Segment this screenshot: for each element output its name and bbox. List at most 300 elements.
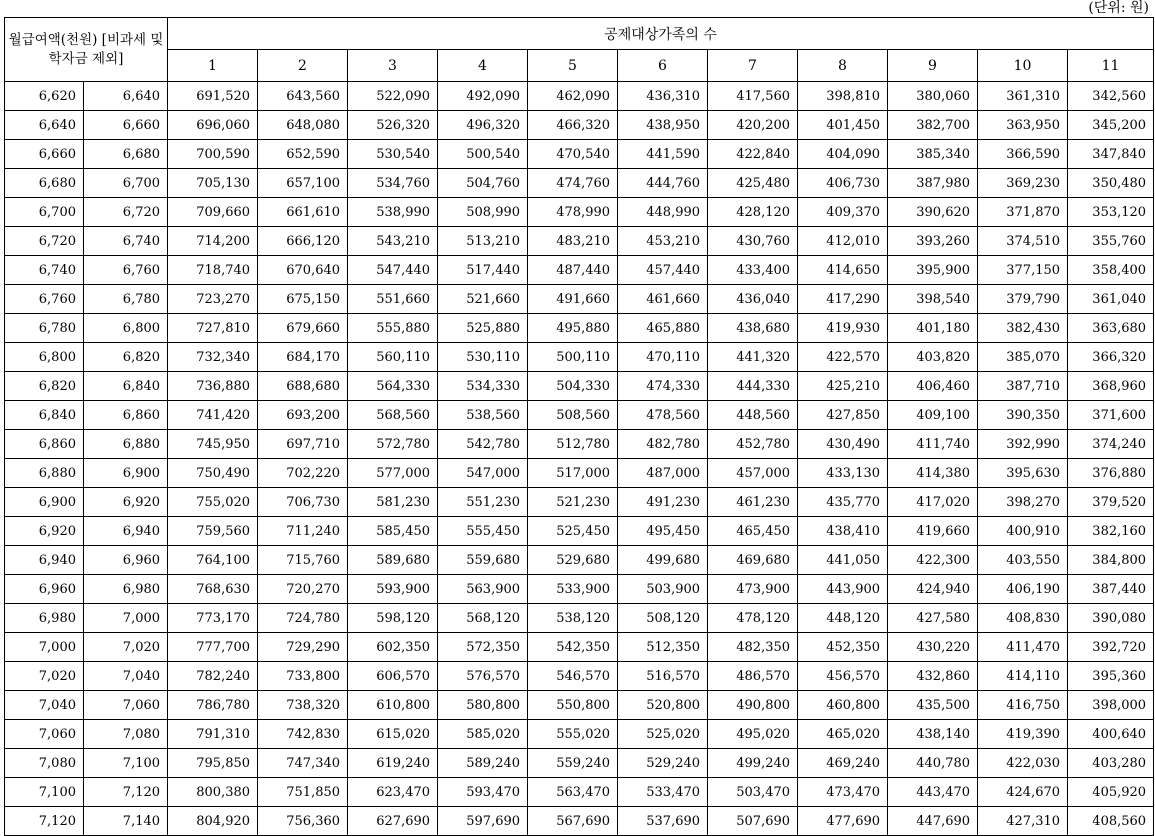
family-count-5: 5	[528, 50, 618, 82]
tax-value-cell: 804,920	[168, 807, 258, 836]
tax-value-cell: 409,370	[798, 198, 888, 227]
tax-value-cell: 466,320	[528, 111, 618, 140]
tax-value-cell: 499,680	[618, 546, 708, 575]
tax-value-cell: 675,150	[258, 285, 348, 314]
tax-value-cell: 390,080	[1068, 604, 1154, 633]
salary-to-cell: 7,140	[84, 807, 168, 836]
tax-value-cell: 598,120	[348, 604, 438, 633]
tax-value-cell: 452,780	[708, 430, 798, 459]
tax-value-cell: 755,020	[168, 488, 258, 517]
salary-to-cell: 6,860	[84, 401, 168, 430]
tax-value-cell: 563,900	[438, 575, 528, 604]
tax-value-cell: 390,620	[888, 198, 978, 227]
tax-value-cell: 420,200	[708, 111, 798, 140]
tax-value-cell: 576,570	[438, 662, 528, 691]
tax-value-cell: 430,220	[888, 633, 978, 662]
tax-value-cell: 438,140	[888, 720, 978, 749]
tax-value-cell: 764,100	[168, 546, 258, 575]
tax-value-cell: 392,720	[1068, 633, 1154, 662]
tax-value-cell: 473,900	[708, 575, 798, 604]
table-row	[5, 546, 1154, 575]
tax-value-cell: 448,560	[708, 401, 798, 430]
tax-value-cell: 700,590	[168, 140, 258, 169]
tax-value-cell: 387,710	[978, 372, 1068, 401]
tax-value-cell: 768,630	[168, 575, 258, 604]
salary-to-cell: 7,060	[84, 691, 168, 720]
tax-value-cell: 379,790	[978, 285, 1068, 314]
tax-value-cell: 478,560	[618, 401, 708, 430]
tax-value-cell: 345,200	[1068, 111, 1154, 140]
family-count-header: 공제대상가족의 수	[168, 18, 1154, 50]
tax-value-cell: 777,700	[168, 633, 258, 662]
salary-from-cell: 6,860	[5, 430, 84, 459]
tax-value-cell: 521,230	[528, 488, 618, 517]
family-count-3: 3	[348, 50, 438, 82]
tax-value-cell: 441,050	[798, 546, 888, 575]
tax-value-cell: 538,560	[438, 401, 528, 430]
salary-to-cell: 7,100	[84, 749, 168, 778]
tax-value-cell: 382,160	[1068, 517, 1154, 546]
tax-value-cell: 382,430	[978, 314, 1068, 343]
salary-to-cell: 6,760	[84, 256, 168, 285]
tax-value-cell: 572,780	[348, 430, 438, 459]
tax-value-cell: 416,750	[978, 691, 1068, 720]
salary-from-cell: 6,700	[5, 198, 84, 227]
tax-value-cell: 448,120	[798, 604, 888, 633]
tax-value-cell: 350,480	[1068, 169, 1154, 198]
tax-value-cell: 522,090	[348, 82, 438, 111]
salary-to-cell: 6,700	[84, 169, 168, 198]
tax-value-cell: 508,990	[438, 198, 528, 227]
tax-value-cell: 398,810	[798, 82, 888, 111]
salary-from-cell: 6,880	[5, 459, 84, 488]
tax-value-cell: 491,230	[618, 488, 708, 517]
tax-value-cell: 546,570	[528, 662, 618, 691]
salary-to-cell: 6,920	[84, 488, 168, 517]
tax-value-cell: 572,350	[438, 633, 528, 662]
salary-to-cell: 7,040	[84, 662, 168, 691]
tax-value-cell: 403,550	[978, 546, 1068, 575]
tax-value-cell: 691,520	[168, 82, 258, 111]
tax-value-cell: 380,060	[888, 82, 978, 111]
tax-value-cell: 384,800	[1068, 546, 1154, 575]
tax-value-cell: 555,020	[528, 720, 618, 749]
tax-value-cell: 750,490	[168, 459, 258, 488]
tax-value-cell: 688,680	[258, 372, 348, 401]
tax-value-cell: 441,590	[618, 140, 708, 169]
tax-value-cell: 444,330	[708, 372, 798, 401]
tax-value-cell: 398,000	[1068, 691, 1154, 720]
salary-from-cell: 7,080	[5, 749, 84, 778]
tax-value-cell: 759,560	[168, 517, 258, 546]
tax-value-cell: 478,120	[708, 604, 798, 633]
tax-value-cell: 606,570	[348, 662, 438, 691]
tax-value-cell: 520,800	[618, 691, 708, 720]
salary-from-cell: 6,660	[5, 140, 84, 169]
tax-value-cell: 521,660	[438, 285, 528, 314]
tax-value-cell: 435,500	[888, 691, 978, 720]
tax-value-cell: 745,950	[168, 430, 258, 459]
tax-value-cell: 412,010	[798, 227, 888, 256]
tax-value-cell: 593,900	[348, 575, 438, 604]
tax-value-cell: 428,120	[708, 198, 798, 227]
table-row	[5, 691, 1154, 720]
tax-value-cell: 568,560	[348, 401, 438, 430]
salary-to-cell: 6,940	[84, 517, 168, 546]
tax-value-cell: 366,590	[978, 140, 1068, 169]
tax-value-cell: 491,660	[528, 285, 618, 314]
salary-to-cell: 6,660	[84, 111, 168, 140]
tax-value-cell: 358,400	[1068, 256, 1154, 285]
tax-value-cell: 559,680	[438, 546, 528, 575]
table-row	[5, 111, 1154, 140]
tax-value-cell: 503,470	[708, 778, 798, 807]
tax-value-cell: 543,210	[348, 227, 438, 256]
tax-value-cell: 474,760	[528, 169, 618, 198]
tax-value-cell: 525,020	[618, 720, 708, 749]
table-row	[5, 227, 1154, 256]
tax-value-cell: 406,460	[888, 372, 978, 401]
tax-value-cell: 738,320	[258, 691, 348, 720]
tax-value-cell: 425,210	[798, 372, 888, 401]
family-count-4: 4	[438, 50, 528, 82]
tax-value-cell: 470,540	[528, 140, 618, 169]
salary-to-cell: 7,020	[84, 633, 168, 662]
tax-value-cell: 465,880	[618, 314, 708, 343]
tax-value-cell: 492,090	[438, 82, 528, 111]
salary-from-cell: 6,980	[5, 604, 84, 633]
tax-value-cell: 791,310	[168, 720, 258, 749]
tax-value-cell: 661,610	[258, 198, 348, 227]
tax-value-cell: 422,570	[798, 343, 888, 372]
table-row	[5, 749, 1154, 778]
salary-from-cell: 6,760	[5, 285, 84, 314]
tax-value-cell: 568,120	[438, 604, 528, 633]
tax-value-cell: 786,780	[168, 691, 258, 720]
tax-value-cell: 433,130	[798, 459, 888, 488]
salary-from-cell: 6,920	[5, 517, 84, 546]
tax-value-cell: 666,120	[258, 227, 348, 256]
tax-value-cell: 483,210	[528, 227, 618, 256]
tax-value-cell: 733,800	[258, 662, 348, 691]
tax-value-cell: 414,650	[798, 256, 888, 285]
table-row	[5, 140, 1154, 169]
tax-value-cell: 411,470	[978, 633, 1068, 662]
tax-value-cell: 395,360	[1068, 662, 1154, 691]
tax-value-cell: 709,660	[168, 198, 258, 227]
tax-value-cell: 538,120	[528, 604, 618, 633]
tax-value-cell: 371,870	[978, 198, 1068, 227]
tax-value-cell: 447,690	[888, 807, 978, 836]
tax-value-cell: 374,240	[1068, 430, 1154, 459]
salary-to-cell: 6,740	[84, 227, 168, 256]
tax-value-cell: 411,740	[888, 430, 978, 459]
tax-value-cell: 448,990	[618, 198, 708, 227]
tax-value-cell: 392,990	[978, 430, 1068, 459]
tax-value-cell: 436,310	[618, 82, 708, 111]
tax-value-cell: 408,560	[1068, 807, 1154, 836]
tax-value-cell: 577,000	[348, 459, 438, 488]
table-row	[5, 256, 1154, 285]
salary-from-cell: 7,120	[5, 807, 84, 836]
salary-to-cell: 6,900	[84, 459, 168, 488]
tax-value-cell: 443,900	[798, 575, 888, 604]
table-row	[5, 604, 1154, 633]
tax-value-cell: 555,880	[348, 314, 438, 343]
tax-value-cell: 529,240	[618, 749, 708, 778]
tax-value-cell: 371,600	[1068, 401, 1154, 430]
tax-value-cell: 417,560	[708, 82, 798, 111]
table-row	[5, 488, 1154, 517]
tax-value-cell: 508,120	[618, 604, 708, 633]
tax-value-cell: 533,470	[618, 778, 708, 807]
tax-value-cell: 405,920	[1068, 778, 1154, 807]
tax-value-cell: 353,120	[1068, 198, 1154, 227]
tax-value-cell: 643,560	[258, 82, 348, 111]
salary-range-header: 월급여액(천원) [비과세 및 학자금 제외]	[5, 18, 168, 82]
tax-value-cell: 366,320	[1068, 343, 1154, 372]
tax-value-cell: 469,680	[708, 546, 798, 575]
tax-value-cell: 512,780	[528, 430, 618, 459]
tax-value-cell: 670,640	[258, 256, 348, 285]
tax-value-cell: 474,330	[618, 372, 708, 401]
family-count-9: 9	[888, 50, 978, 82]
tax-value-cell: 508,560	[528, 401, 618, 430]
tax-value-cell: 800,380	[168, 778, 258, 807]
tax-value-cell: 500,110	[528, 343, 618, 372]
tax-value-cell: 507,690	[708, 807, 798, 836]
tax-value-cell: 487,000	[618, 459, 708, 488]
tax-value-cell: 756,360	[258, 807, 348, 836]
tax-value-cell: 390,350	[978, 401, 1068, 430]
tax-value-cell: 602,350	[348, 633, 438, 662]
tax-value-cell: 525,450	[528, 517, 618, 546]
tax-value-cell: 652,590	[258, 140, 348, 169]
table-row	[5, 459, 1154, 488]
tax-value-cell: 530,540	[348, 140, 438, 169]
tax-value-cell: 711,240	[258, 517, 348, 546]
family-count-row	[5, 50, 1154, 82]
tax-value-cell: 427,310	[978, 807, 1068, 836]
salary-from-cell: 7,060	[5, 720, 84, 749]
salary-from-cell: 7,020	[5, 662, 84, 691]
salary-to-cell: 7,080	[84, 720, 168, 749]
tax-value-cell: 401,180	[888, 314, 978, 343]
family-count-10: 10	[978, 50, 1068, 82]
tax-value-cell: 500,540	[438, 140, 528, 169]
tax-value-cell: 705,130	[168, 169, 258, 198]
tax-value-cell: 589,680	[348, 546, 438, 575]
tax-value-cell: 461,660	[618, 285, 708, 314]
tax-value-cell: 567,690	[528, 807, 618, 836]
tax-value-cell: 706,730	[258, 488, 348, 517]
table-row	[5, 778, 1154, 807]
tax-value-cell: 398,270	[978, 488, 1068, 517]
table-row	[5, 372, 1154, 401]
tax-value-cell: 347,840	[1068, 140, 1154, 169]
tax-value-cell: 723,270	[168, 285, 258, 314]
tax-value-cell: 387,980	[888, 169, 978, 198]
tax-value-cell: 564,330	[348, 372, 438, 401]
table-header	[5, 18, 1154, 82]
salary-to-cell: 6,820	[84, 343, 168, 372]
family-count-1: 1	[168, 50, 258, 82]
tax-value-cell: 395,630	[978, 459, 1068, 488]
tax-value-cell: 610,800	[348, 691, 438, 720]
tax-value-cell: 408,830	[978, 604, 1068, 633]
tax-value-cell: 404,090	[798, 140, 888, 169]
tax-value-cell: 720,270	[258, 575, 348, 604]
tax-value-cell: 747,340	[258, 749, 348, 778]
tax-value-cell: 433,400	[708, 256, 798, 285]
tax-value-cell: 427,850	[798, 401, 888, 430]
table-row	[5, 720, 1154, 749]
unit-label: (단위: 원)	[1088, 0, 1149, 16]
tax-value-cell: 696,060	[168, 111, 258, 140]
tax-value-cell: 368,960	[1068, 372, 1154, 401]
tax-value-cell: 534,760	[348, 169, 438, 198]
tax-value-cell: 718,740	[168, 256, 258, 285]
salary-from-cell: 7,000	[5, 633, 84, 662]
tax-value-cell: 727,810	[168, 314, 258, 343]
tax-value-cell: 585,450	[348, 517, 438, 546]
family-count-2: 2	[258, 50, 348, 82]
family-count-7: 7	[708, 50, 798, 82]
salary-to-cell: 6,780	[84, 285, 168, 314]
tax-value-cell: 441,320	[708, 343, 798, 372]
table-body	[5, 82, 1154, 836]
table-row	[5, 401, 1154, 430]
tax-value-cell: 529,680	[528, 546, 618, 575]
tax-value-cell: 417,020	[888, 488, 978, 517]
tax-value-cell: 393,260	[888, 227, 978, 256]
tax-value-cell: 414,380	[888, 459, 978, 488]
tax-value-cell: 623,470	[348, 778, 438, 807]
tax-value-cell: 443,470	[888, 778, 978, 807]
tax-value-cell: 513,210	[438, 227, 528, 256]
tax-value-cell: 581,230	[348, 488, 438, 517]
salary-from-cell: 6,640	[5, 111, 84, 140]
tax-value-cell: 425,480	[708, 169, 798, 198]
tax-value-cell: 490,800	[708, 691, 798, 720]
tax-value-cell: 422,300	[888, 546, 978, 575]
tax-value-cell: 430,490	[798, 430, 888, 459]
tax-value-cell: 435,770	[798, 488, 888, 517]
tax-value-cell: 470,110	[618, 343, 708, 372]
tax-value-cell: 533,900	[528, 575, 618, 604]
table-row	[5, 169, 1154, 198]
salary-from-cell: 7,100	[5, 778, 84, 807]
tax-value-cell: 487,440	[528, 256, 618, 285]
tax-value-cell: 724,780	[258, 604, 348, 633]
salary-from-cell: 6,720	[5, 227, 84, 256]
tax-value-cell: 427,580	[888, 604, 978, 633]
tax-value-cell: 563,470	[528, 778, 618, 807]
table-row	[5, 343, 1154, 372]
tax-value-cell: 559,240	[528, 749, 618, 778]
tax-value-cell: 417,290	[798, 285, 888, 314]
tax-value-cell: 401,450	[798, 111, 888, 140]
tax-value-cell: 465,450	[708, 517, 798, 546]
tax-value-cell: 795,850	[168, 749, 258, 778]
tax-value-cell: 542,780	[438, 430, 528, 459]
tax-value-cell: 363,950	[978, 111, 1068, 140]
tax-value-cell: 697,710	[258, 430, 348, 459]
tax-value-cell: 585,020	[438, 720, 528, 749]
tax-value-cell: 496,320	[438, 111, 528, 140]
tax-value-cell: 382,700	[888, 111, 978, 140]
tax-value-cell: 525,880	[438, 314, 528, 343]
salary-from-cell: 6,680	[5, 169, 84, 198]
tax-value-cell: 438,680	[708, 314, 798, 343]
salary-from-cell: 7,040	[5, 691, 84, 720]
table-row	[5, 575, 1154, 604]
tax-value-cell: 379,520	[1068, 488, 1154, 517]
tax-value-cell: 702,220	[258, 459, 348, 488]
tax-value-cell: 377,150	[978, 256, 1068, 285]
tax-value-cell: 530,110	[438, 343, 528, 372]
salary-from-cell: 6,620	[5, 82, 84, 111]
tax-value-cell: 555,450	[438, 517, 528, 546]
tax-value-cell: 495,450	[618, 517, 708, 546]
table-row	[5, 285, 1154, 314]
tax-value-cell: 538,990	[348, 198, 438, 227]
tax-value-cell: 361,040	[1068, 285, 1154, 314]
tax-value-cell: 436,040	[708, 285, 798, 314]
salary-from-cell: 6,900	[5, 488, 84, 517]
tax-value-cell: 499,240	[708, 749, 798, 778]
salary-to-cell: 6,720	[84, 198, 168, 227]
tax-value-cell: 504,330	[528, 372, 618, 401]
tax-value-cell: 589,240	[438, 749, 528, 778]
tax-value-cell: 495,020	[708, 720, 798, 749]
salary-to-cell: 6,800	[84, 314, 168, 343]
tax-value-cell: 550,800	[528, 691, 618, 720]
table-row	[5, 662, 1154, 691]
tax-value-cell: 456,570	[798, 662, 888, 691]
tax-value-cell: 419,390	[978, 720, 1068, 749]
tax-value-cell: 597,690	[438, 807, 528, 836]
salary-from-cell: 6,960	[5, 575, 84, 604]
tax-value-cell: 363,680	[1068, 314, 1154, 343]
table-row	[5, 633, 1154, 662]
tax-value-cell: 395,900	[888, 256, 978, 285]
tax-value-cell: 482,350	[708, 633, 798, 662]
tax-value-cell: 453,210	[618, 227, 708, 256]
tax-value-cell: 693,200	[258, 401, 348, 430]
table-row	[5, 430, 1154, 459]
tax-value-cell: 478,990	[528, 198, 618, 227]
tax-value-cell: 342,560	[1068, 82, 1154, 111]
tax-value-cell: 648,080	[258, 111, 348, 140]
tax-value-cell: 542,350	[528, 633, 618, 662]
salary-from-cell: 6,940	[5, 546, 84, 575]
tax-value-cell: 551,660	[348, 285, 438, 314]
tax-value-cell: 782,240	[168, 662, 258, 691]
tax-value-cell: 517,000	[528, 459, 618, 488]
table-row	[5, 517, 1154, 546]
tax-value-cell: 460,800	[798, 691, 888, 720]
table-row	[5, 198, 1154, 227]
tax-value-cell: 403,280	[1068, 749, 1154, 778]
salary-from-cell: 6,800	[5, 343, 84, 372]
tax-value-cell: 537,690	[618, 807, 708, 836]
tax-value-cell: 551,230	[438, 488, 528, 517]
tax-value-cell: 355,760	[1068, 227, 1154, 256]
salary-to-cell: 6,840	[84, 372, 168, 401]
tax-value-cell: 457,000	[708, 459, 798, 488]
tax-value-cell: 403,820	[888, 343, 978, 372]
